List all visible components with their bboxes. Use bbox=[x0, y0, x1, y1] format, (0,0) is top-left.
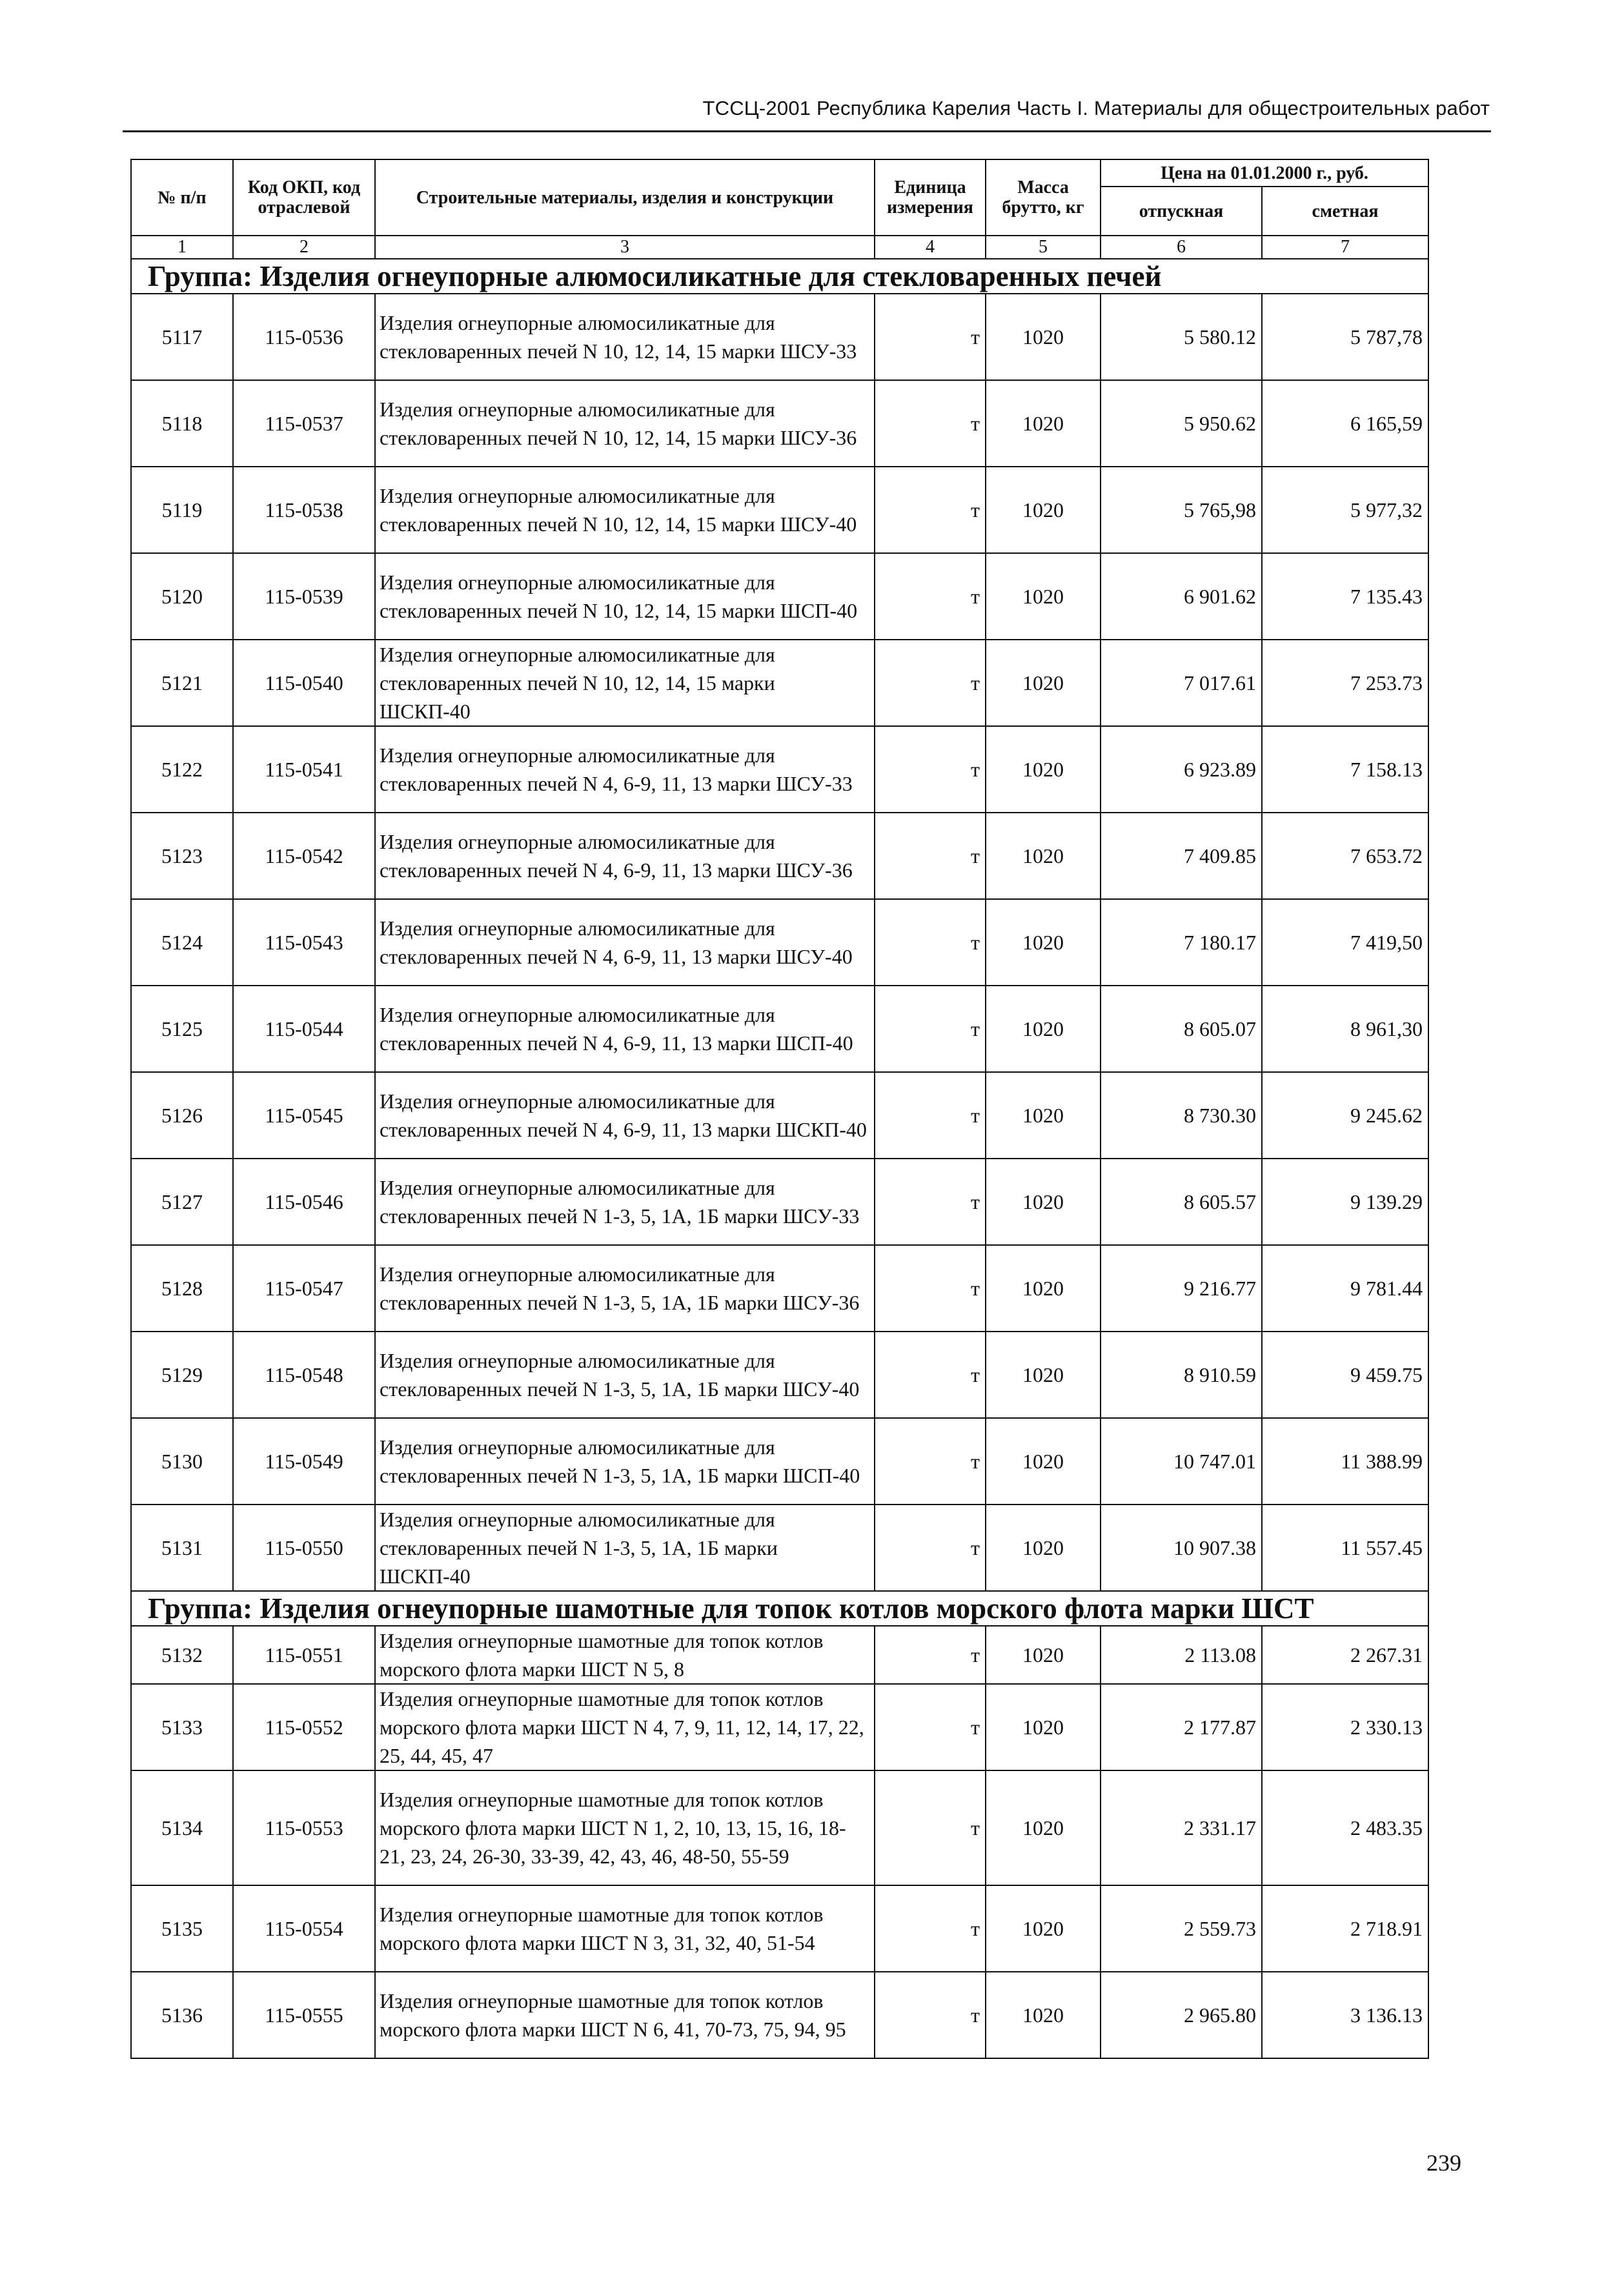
row-description: Изделия огнеупорные алюмосиликатные для стекловаренных печей N 10, 12, 14, 15 марки ШСКП-40 bbox=[375, 640, 875, 726]
header-rule bbox=[123, 130, 1491, 132]
row-mass: 1020 bbox=[986, 1072, 1101, 1159]
row-number: 5131 bbox=[131, 1505, 233, 1591]
table-row bbox=[131, 1885, 1428, 1972]
row-estimate: 9 781.44 bbox=[1262, 1245, 1428, 1332]
row-price: 10 747.01 bbox=[1101, 1418, 1262, 1505]
table-row bbox=[131, 1159, 1428, 1245]
row-price: 8 605.57 bbox=[1101, 1159, 1262, 1245]
table-row bbox=[131, 467, 1428, 553]
row-description: Изделия огнеупорные шамотные для топок котлов морского флота марки ШСТ N 6, 41, 70-73, 75, 94, 95 bbox=[375, 1972, 875, 2058]
row-code: 115-0554 bbox=[233, 1885, 375, 1972]
row-estimate: 6 165,59 bbox=[1262, 380, 1428, 467]
row-description: Изделия огнеупорные шамотные для топок котлов морского флота марки ШСТ N 4, 7, 9, 11, 12, 14, 17, 22, 25, 44, 45, 47 bbox=[375, 1684, 875, 1770]
row-unit: т bbox=[875, 986, 986, 1072]
row-mass: 1020 bbox=[986, 1245, 1101, 1332]
table-row bbox=[131, 813, 1428, 899]
group-title: Группа: Изделия огнеупорные алюмосиликатные для стекловаренных печей bbox=[131, 259, 1428, 294]
row-price: 8 605.07 bbox=[1101, 986, 1262, 1072]
row-code: 115-0549 bbox=[233, 1418, 375, 1505]
row-unit: т bbox=[875, 1159, 986, 1245]
row-mass: 1020 bbox=[986, 1770, 1101, 1885]
row-description: Изделия огнеупорные шамотные для топок котлов морского флота марки ШСТ N 1, 2, 10, 13, 15, 16, 18-21, 23, 24, 26-30, 33-39, 42, 43, 46, 48-50, 55-59 bbox=[375, 1770, 875, 1885]
row-code: 115-0546 bbox=[233, 1159, 375, 1245]
group-row bbox=[131, 1591, 1428, 1626]
table-row bbox=[131, 1626, 1428, 1684]
row-number: 5125 bbox=[131, 986, 233, 1072]
row-code: 115-0543 bbox=[233, 899, 375, 986]
row-code: 115-0537 bbox=[233, 380, 375, 467]
row-mass: 1020 bbox=[986, 1159, 1101, 1245]
row-unit: т bbox=[875, 380, 986, 467]
row-unit: т bbox=[875, 1505, 986, 1591]
table-row bbox=[131, 553, 1428, 640]
col-header-estimate: сметная bbox=[1262, 187, 1428, 236]
row-code: 115-0551 bbox=[233, 1626, 375, 1684]
row-code: 115-0555 bbox=[233, 1972, 375, 2058]
row-unit: т bbox=[875, 294, 986, 380]
group-title: Группа: Изделия огнеупорные шамотные для топок котлов морского флота марки ШСТ bbox=[131, 1591, 1428, 1626]
row-estimate: 7 135.43 bbox=[1262, 553, 1428, 640]
row-description: Изделия огнеупорные алюмосиликатные для стекловаренных печей N 10, 12, 14, 15 марки ШСП-40 bbox=[375, 553, 875, 640]
column-number: 3 bbox=[375, 236, 875, 259]
row-estimate: 9 139.29 bbox=[1262, 1159, 1428, 1245]
row-description: Изделия огнеупорные алюмосиликатные для стекловаренных печей N 1-3, 5, 1А, 1Б марки ШСКП-40 bbox=[375, 1505, 875, 1591]
col-header-code: Код ОКП, код отраслевой bbox=[233, 159, 375, 236]
column-number: 1 bbox=[131, 236, 233, 259]
row-number: 5133 bbox=[131, 1684, 233, 1770]
col-header-price-group: Цена на 01.01.2000 г., руб. bbox=[1101, 159, 1428, 187]
row-number: 5128 bbox=[131, 1245, 233, 1332]
row-code: 115-0552 bbox=[233, 1684, 375, 1770]
row-number: 5126 bbox=[131, 1072, 233, 1159]
row-code: 115-0548 bbox=[233, 1332, 375, 1418]
table-row bbox=[131, 1418, 1428, 1505]
row-price: 7 017.61 bbox=[1101, 640, 1262, 726]
row-unit: т bbox=[875, 1770, 986, 1885]
row-mass: 1020 bbox=[986, 294, 1101, 380]
row-number: 5130 bbox=[131, 1418, 233, 1505]
row-description: Изделия огнеупорные алюмосиликатные для стекловаренных печей N 1-3, 5, 1А, 1Б марки ШСУ-40 bbox=[375, 1332, 875, 1418]
row-price: 8 910.59 bbox=[1101, 1332, 1262, 1418]
row-unit: т bbox=[875, 1072, 986, 1159]
row-description: Изделия огнеупорные алюмосиликатные для стекловаренных печей N 4, 6-9, 11, 13 марки ШСП-40 bbox=[375, 986, 875, 1072]
row-unit: т bbox=[875, 640, 986, 726]
row-price: 2 331.17 bbox=[1101, 1770, 1262, 1885]
row-unit: т bbox=[875, 1972, 986, 2058]
row-estimate: 7 653.72 bbox=[1262, 813, 1428, 899]
row-price: 5 950.62 bbox=[1101, 380, 1262, 467]
row-mass: 1020 bbox=[986, 899, 1101, 986]
row-price: 6 901.62 bbox=[1101, 553, 1262, 640]
row-price: 8 730.30 bbox=[1101, 1072, 1262, 1159]
row-unit: т bbox=[875, 1245, 986, 1332]
row-price: 7 180.17 bbox=[1101, 899, 1262, 986]
col-header-price: отпускная bbox=[1101, 187, 1262, 236]
row-number: 5120 bbox=[131, 553, 233, 640]
row-mass: 1020 bbox=[986, 726, 1101, 813]
page-number: 239 bbox=[1426, 2150, 1461, 2176]
row-description: Изделия огнеупорные алюмосиликатные для стекловаренных печей N 10, 12, 14, 15 марки ШСУ-33 bbox=[375, 294, 875, 380]
table-row bbox=[131, 726, 1428, 813]
row-estimate: 9 459.75 bbox=[1262, 1332, 1428, 1418]
row-code: 115-0547 bbox=[233, 1245, 375, 1332]
row-description: Изделия огнеупорные алюмосиликатные для стекловаренных печей N 4, 6-9, 11, 13 марки ШСУ-40 bbox=[375, 899, 875, 986]
row-number: 5121 bbox=[131, 640, 233, 726]
table-row bbox=[131, 380, 1428, 467]
row-price: 2 177.87 bbox=[1101, 1684, 1262, 1770]
row-description: Изделия огнеупорные алюмосиликатные для стекловаренных печей N 4, 6-9, 11, 13 марки ШСУ-36 bbox=[375, 813, 875, 899]
running-header: ТССЦ-2001 Республика Карелия Часть I. Материалы для общестроительных работ bbox=[702, 97, 1490, 119]
table-body bbox=[131, 259, 1428, 2058]
row-description: Изделия огнеупорные шамотные для топок котлов морского флота марки ШСТ N 3, 31, 32, 40, 51-54 bbox=[375, 1885, 875, 1972]
row-code: 115-0540 bbox=[233, 640, 375, 726]
row-number: 5118 bbox=[131, 380, 233, 467]
row-price: 9 216.77 bbox=[1101, 1245, 1262, 1332]
col-header-num: № п/п bbox=[131, 159, 233, 236]
table-row bbox=[131, 1505, 1428, 1591]
row-code: 115-0544 bbox=[233, 986, 375, 1072]
row-mass: 1020 bbox=[986, 380, 1101, 467]
row-description: Изделия огнеупорные алюмосиликатные для стекловаренных печей N 1-3, 5, 1А, 1Б марки ШСП-40 bbox=[375, 1418, 875, 1505]
row-mass: 1020 bbox=[986, 986, 1101, 1072]
row-estimate: 2 483.35 bbox=[1262, 1770, 1428, 1885]
row-estimate: 5 977,32 bbox=[1262, 467, 1428, 553]
row-estimate: 7 158.13 bbox=[1262, 726, 1428, 813]
row-code: 115-0545 bbox=[233, 1072, 375, 1159]
column-number-row bbox=[131, 236, 1428, 259]
row-unit: т bbox=[875, 813, 986, 899]
row-number: 5119 bbox=[131, 467, 233, 553]
row-number: 5136 bbox=[131, 1972, 233, 2058]
row-estimate: 5 787,78 bbox=[1262, 294, 1428, 380]
row-mass: 1020 bbox=[986, 640, 1101, 726]
row-unit: т bbox=[875, 899, 986, 986]
row-estimate: 8 961,30 bbox=[1262, 986, 1428, 1072]
row-price: 6 923.89 bbox=[1101, 726, 1262, 813]
row-mass: 1020 bbox=[986, 1972, 1101, 2058]
col-header-desc: Строительные материалы, изделия и конструкции bbox=[375, 159, 875, 236]
row-description: Изделия огнеупорные алюмосиликатные для стекловаренных печей N 4, 6-9, 11, 13 марки ШСКП-40 bbox=[375, 1072, 875, 1159]
row-estimate: 11 557.45 bbox=[1262, 1505, 1428, 1591]
table-row bbox=[131, 1332, 1428, 1418]
table-head bbox=[131, 159, 1428, 259]
row-number: 5129 bbox=[131, 1332, 233, 1418]
row-unit: т bbox=[875, 1418, 986, 1505]
row-unit: т bbox=[875, 1626, 986, 1684]
row-price: 2 559.73 bbox=[1101, 1885, 1262, 1972]
row-estimate: 2 330.13 bbox=[1262, 1684, 1428, 1770]
row-code: 115-0539 bbox=[233, 553, 375, 640]
column-number: 5 bbox=[986, 236, 1101, 259]
row-description: Изделия огнеупорные алюмосиликатные для стекловаренных печей N 10, 12, 14, 15 марки ШСУ-36 bbox=[375, 380, 875, 467]
row-unit: т bbox=[875, 1885, 986, 1972]
row-price: 2 965.80 bbox=[1101, 1972, 1262, 2058]
row-code: 115-0538 bbox=[233, 467, 375, 553]
col-header-unit: Единица измерения bbox=[875, 159, 986, 236]
row-mass: 1020 bbox=[986, 1332, 1101, 1418]
row-mass: 1020 bbox=[986, 1684, 1101, 1770]
table-row bbox=[131, 1770, 1428, 1885]
row-number: 5134 bbox=[131, 1770, 233, 1885]
row-number: 5127 bbox=[131, 1159, 233, 1245]
row-estimate: 9 245.62 bbox=[1262, 1072, 1428, 1159]
row-code: 115-0536 bbox=[233, 294, 375, 380]
row-price: 5 580.12 bbox=[1101, 294, 1262, 380]
table-row bbox=[131, 1684, 1428, 1770]
row-price: 5 765,98 bbox=[1101, 467, 1262, 553]
row-number: 5117 bbox=[131, 294, 233, 380]
table-row bbox=[131, 1972, 1428, 2058]
row-mass: 1020 bbox=[986, 467, 1101, 553]
row-price: 7 409.85 bbox=[1101, 813, 1262, 899]
row-number: 5123 bbox=[131, 813, 233, 899]
row-mass: 1020 bbox=[986, 1885, 1101, 1972]
row-unit: т bbox=[875, 726, 986, 813]
row-price: 10 907.38 bbox=[1101, 1505, 1262, 1591]
row-unit: т bbox=[875, 467, 986, 553]
row-price: 2 113.08 bbox=[1101, 1626, 1262, 1684]
price-table bbox=[130, 159, 1429, 2059]
table-row bbox=[131, 899, 1428, 986]
row-code: 115-0550 bbox=[233, 1505, 375, 1591]
row-unit: т bbox=[875, 1684, 986, 1770]
table-row bbox=[131, 986, 1428, 1072]
row-unit: т bbox=[875, 553, 986, 640]
column-number: 7 bbox=[1262, 236, 1428, 259]
row-mass: 1020 bbox=[986, 813, 1101, 899]
row-estimate: 7 419,50 bbox=[1262, 899, 1428, 986]
row-estimate: 7 253.73 bbox=[1262, 640, 1428, 726]
column-number: 2 bbox=[233, 236, 375, 259]
table-row bbox=[131, 1072, 1428, 1159]
column-number: 4 bbox=[875, 236, 986, 259]
row-number: 5122 bbox=[131, 726, 233, 813]
row-description: Изделия огнеупорные алюмосиликатные для стекловаренных печей N 1-3, 5, 1А, 1Б марки ШСУ-33 bbox=[375, 1159, 875, 1245]
row-number: 5135 bbox=[131, 1885, 233, 1972]
row-number: 5132 bbox=[131, 1626, 233, 1684]
table-row bbox=[131, 1245, 1428, 1332]
group-row bbox=[131, 259, 1428, 294]
row-description: Изделия огнеупорные шамотные для топок котлов морского флота марки ШСТ N 5, 8 bbox=[375, 1626, 875, 1684]
row-description: Изделия огнеупорные алюмосиликатные для стекловаренных печей N 10, 12, 14, 15 марки ШСУ-40 bbox=[375, 467, 875, 553]
row-estimate: 11 388.99 bbox=[1262, 1418, 1428, 1505]
row-mass: 1020 bbox=[986, 553, 1101, 640]
row-estimate: 2 267.31 bbox=[1262, 1626, 1428, 1684]
row-code: 115-0541 bbox=[233, 726, 375, 813]
row-code: 115-0553 bbox=[233, 1770, 375, 1885]
row-number: 5124 bbox=[131, 899, 233, 986]
row-description: Изделия огнеупорные алюмосиликатные для стекловаренных печей N 1-3, 5, 1А, 1Б марки ШСУ-36 bbox=[375, 1245, 875, 1332]
row-estimate: 3 136.13 bbox=[1262, 1972, 1428, 2058]
row-estimate: 2 718.91 bbox=[1262, 1885, 1428, 1972]
row-mass: 1020 bbox=[986, 1505, 1101, 1591]
table-row bbox=[131, 294, 1428, 380]
row-description: Изделия огнеупорные алюмосиликатные для стекловаренных печей N 4, 6-9, 11, 13 марки ШСУ-33 bbox=[375, 726, 875, 813]
table-row bbox=[131, 640, 1428, 726]
row-mass: 1020 bbox=[986, 1418, 1101, 1505]
col-header-mass: Масса брутто, кг bbox=[986, 159, 1101, 236]
column-number: 6 bbox=[1101, 236, 1262, 259]
row-code: 115-0542 bbox=[233, 813, 375, 899]
row-mass: 1020 bbox=[986, 1626, 1101, 1684]
row-unit: т bbox=[875, 1332, 986, 1418]
